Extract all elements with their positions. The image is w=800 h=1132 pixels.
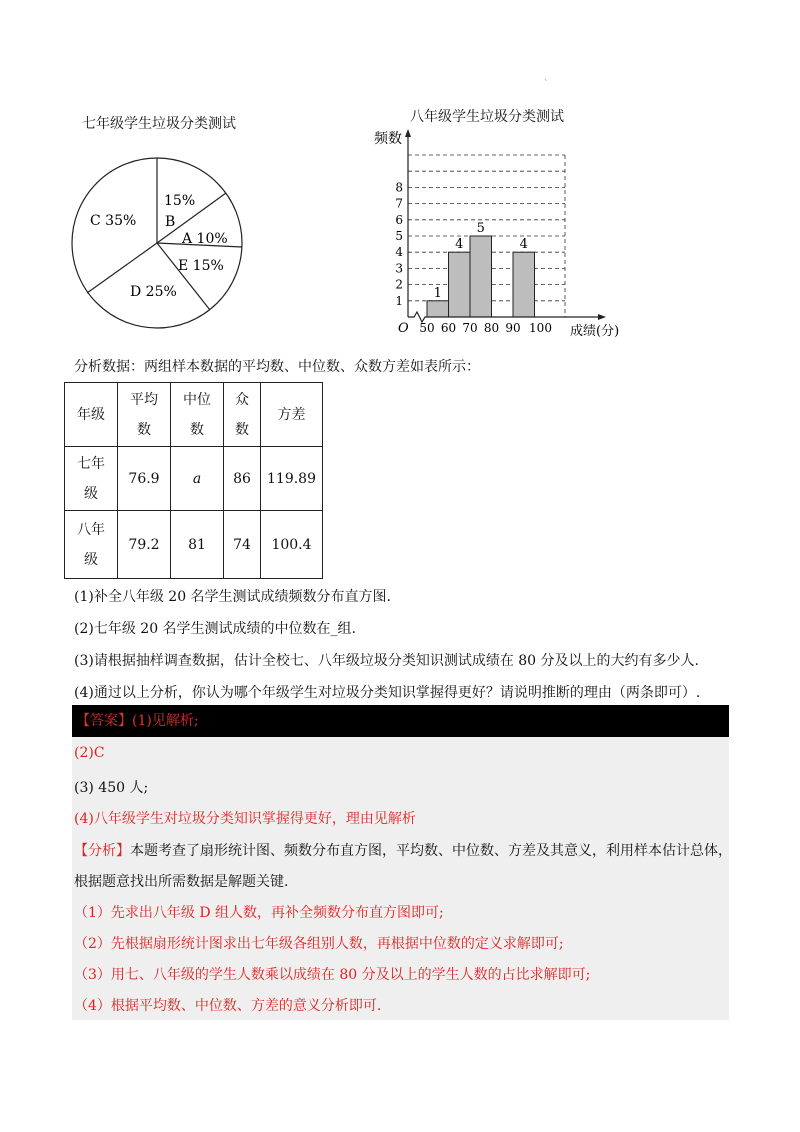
table-cell: 76.9: [118, 447, 171, 511]
analysis-step-3: （3）用七、八年级的学生人数乘以成绩在 80 分及以上的学生人数的占比求解即可;: [74, 967, 591, 983]
hist-x-tick: 100: [529, 321, 552, 335]
hist-bar: [449, 252, 471, 317]
histogram: [370, 125, 640, 340]
pie-label-b-pct: 15%: [164, 193, 196, 209]
analysis-step-4: （4）根据平均数、中位数、方差的意义分析即可.: [74, 998, 382, 1014]
question-1: (1)补全八年级 20 名学生测试成绩频数分布直方图.: [74, 589, 391, 605]
table-cell: 81: [171, 511, 224, 579]
hist-x-ticks: [419, 321, 552, 335]
table-row: [65, 511, 323, 579]
table-header-cell: [118, 383, 171, 447]
table-cell: 119.89: [261, 447, 323, 511]
hist-x-tick: 80: [483, 321, 500, 335]
hist-title: 八年级学生垃圾分类测试: [410, 109, 564, 125]
hist-bar-label: 4: [455, 237, 464, 253]
hist-bar-label: 4: [519, 237, 528, 253]
pie-chart: [60, 150, 260, 350]
table-cell: 79.2: [118, 511, 171, 579]
stray-mark: `: [544, 80, 549, 90]
table-header-cell: 中位 数: [171, 383, 224, 447]
answer-4: (4)八年级学生对垃圾分类知识掌握得更好，理由见解析: [74, 811, 416, 827]
pie-label-b: B: [165, 214, 176, 230]
pie-label-c: C 35%: [90, 213, 137, 229]
table-header-cell: 方差: [261, 383, 323, 447]
answer-2: (2)C: [74, 745, 105, 761]
table-row: [65, 447, 323, 511]
intro-text: 分析数据：两组样本数据的平均数、中位数、众数方差如表所示：: [74, 359, 480, 375]
table-header-row: [65, 383, 323, 447]
hist-y-arrow: [405, 129, 411, 137]
analysis-line-2: 根据题意找出所需数据是解题关键.: [74, 874, 289, 890]
analysis-text-1: 本题考查了扇形统计图、频数分布直方图，平均数、中位数、方差及其意义，利用样本估计总体，: [130, 843, 732, 859]
table-cell: 86: [224, 447, 261, 511]
pie-label-e: E 15%: [178, 258, 224, 274]
hist-ylabel: 频数: [374, 131, 402, 147]
hist-y-tick: 7: [395, 196, 403, 211]
answer-3: (3) 450 人;: [74, 780, 149, 796]
hist-x-tick: 70: [462, 321, 478, 335]
analysis-step-1: （1）先求出八年级 D 组人数，再补全频数分布直方图即可;: [74, 905, 444, 921]
hist-bar: [513, 252, 535, 317]
hist-x-arrow: [598, 314, 606, 320]
table-cell: a: [171, 447, 224, 511]
stats-table: [64, 382, 323, 579]
hist-y-tick: 2: [395, 277, 403, 292]
hdr-mean-1: 平均: [130, 391, 158, 408]
question-3: (3)请根据抽样调查数据，估计全校七、八年级垃圾分类知识测试成绩在 80 分及以上的大约有多少人.: [74, 653, 699, 669]
hist-xlabel: 成绩(分): [570, 324, 620, 339]
hist-x-tick: 90: [505, 321, 521, 335]
answer-header: 【答案】(1)见解析;: [76, 713, 199, 729]
hist-x-tick: 60: [440, 321, 457, 335]
hist-origin: O: [398, 321, 409, 336]
hdr-mean-2: 数: [137, 421, 151, 438]
hist-bar: [470, 236, 492, 317]
table-cell: 七年 级: [65, 447, 118, 511]
hist-y-tick: 5: [395, 229, 403, 243]
pie-label-d: D 25%: [130, 284, 177, 300]
analysis-label: 【分析】: [74, 843, 130, 859]
hist-x-tick: 50: [419, 321, 435, 335]
answer-header-bar: [72, 705, 729, 737]
hist-y-tick: 6: [395, 212, 403, 227]
hist-bar-label: 5: [476, 221, 485, 236]
hist-y-tick: 4: [395, 245, 403, 260]
hist-y-ticks: [395, 180, 403, 307]
analysis-step-2: （2）先根据扇形统计图求出七年级各组别人数，再根据中位数的定义求解即可;: [74, 936, 564, 952]
hist-bars: [427, 236, 535, 317]
table-header-cell: 年级: [65, 383, 118, 447]
pie-title: 七年级学生垃圾分类测试: [82, 116, 236, 132]
table-cell: 100.4: [261, 511, 323, 579]
analysis-line-1: [74, 840, 732, 860]
hist-y-tick: 3: [395, 261, 403, 276]
table-cell: 八年 级: [65, 511, 118, 579]
question-2: (2)七年级 20 名学生测试成绩的中位数在_组.: [74, 621, 356, 637]
hist-y-tick: 1: [395, 293, 403, 308]
pie-label-a: A 10%: [182, 231, 228, 247]
question-4: (4)通过以上分析，你认为哪个年级学生对垃圾分类知识掌握得更好？请说明推断的理由（两条即可）.: [74, 685, 701, 701]
hist-y-tick: 8: [395, 180, 403, 195]
hist-bar-label: 1: [433, 285, 442, 301]
hist-bar: [427, 301, 449, 317]
table-cell: 74: [224, 511, 261, 579]
table-header-cell: 众 数: [224, 383, 261, 447]
